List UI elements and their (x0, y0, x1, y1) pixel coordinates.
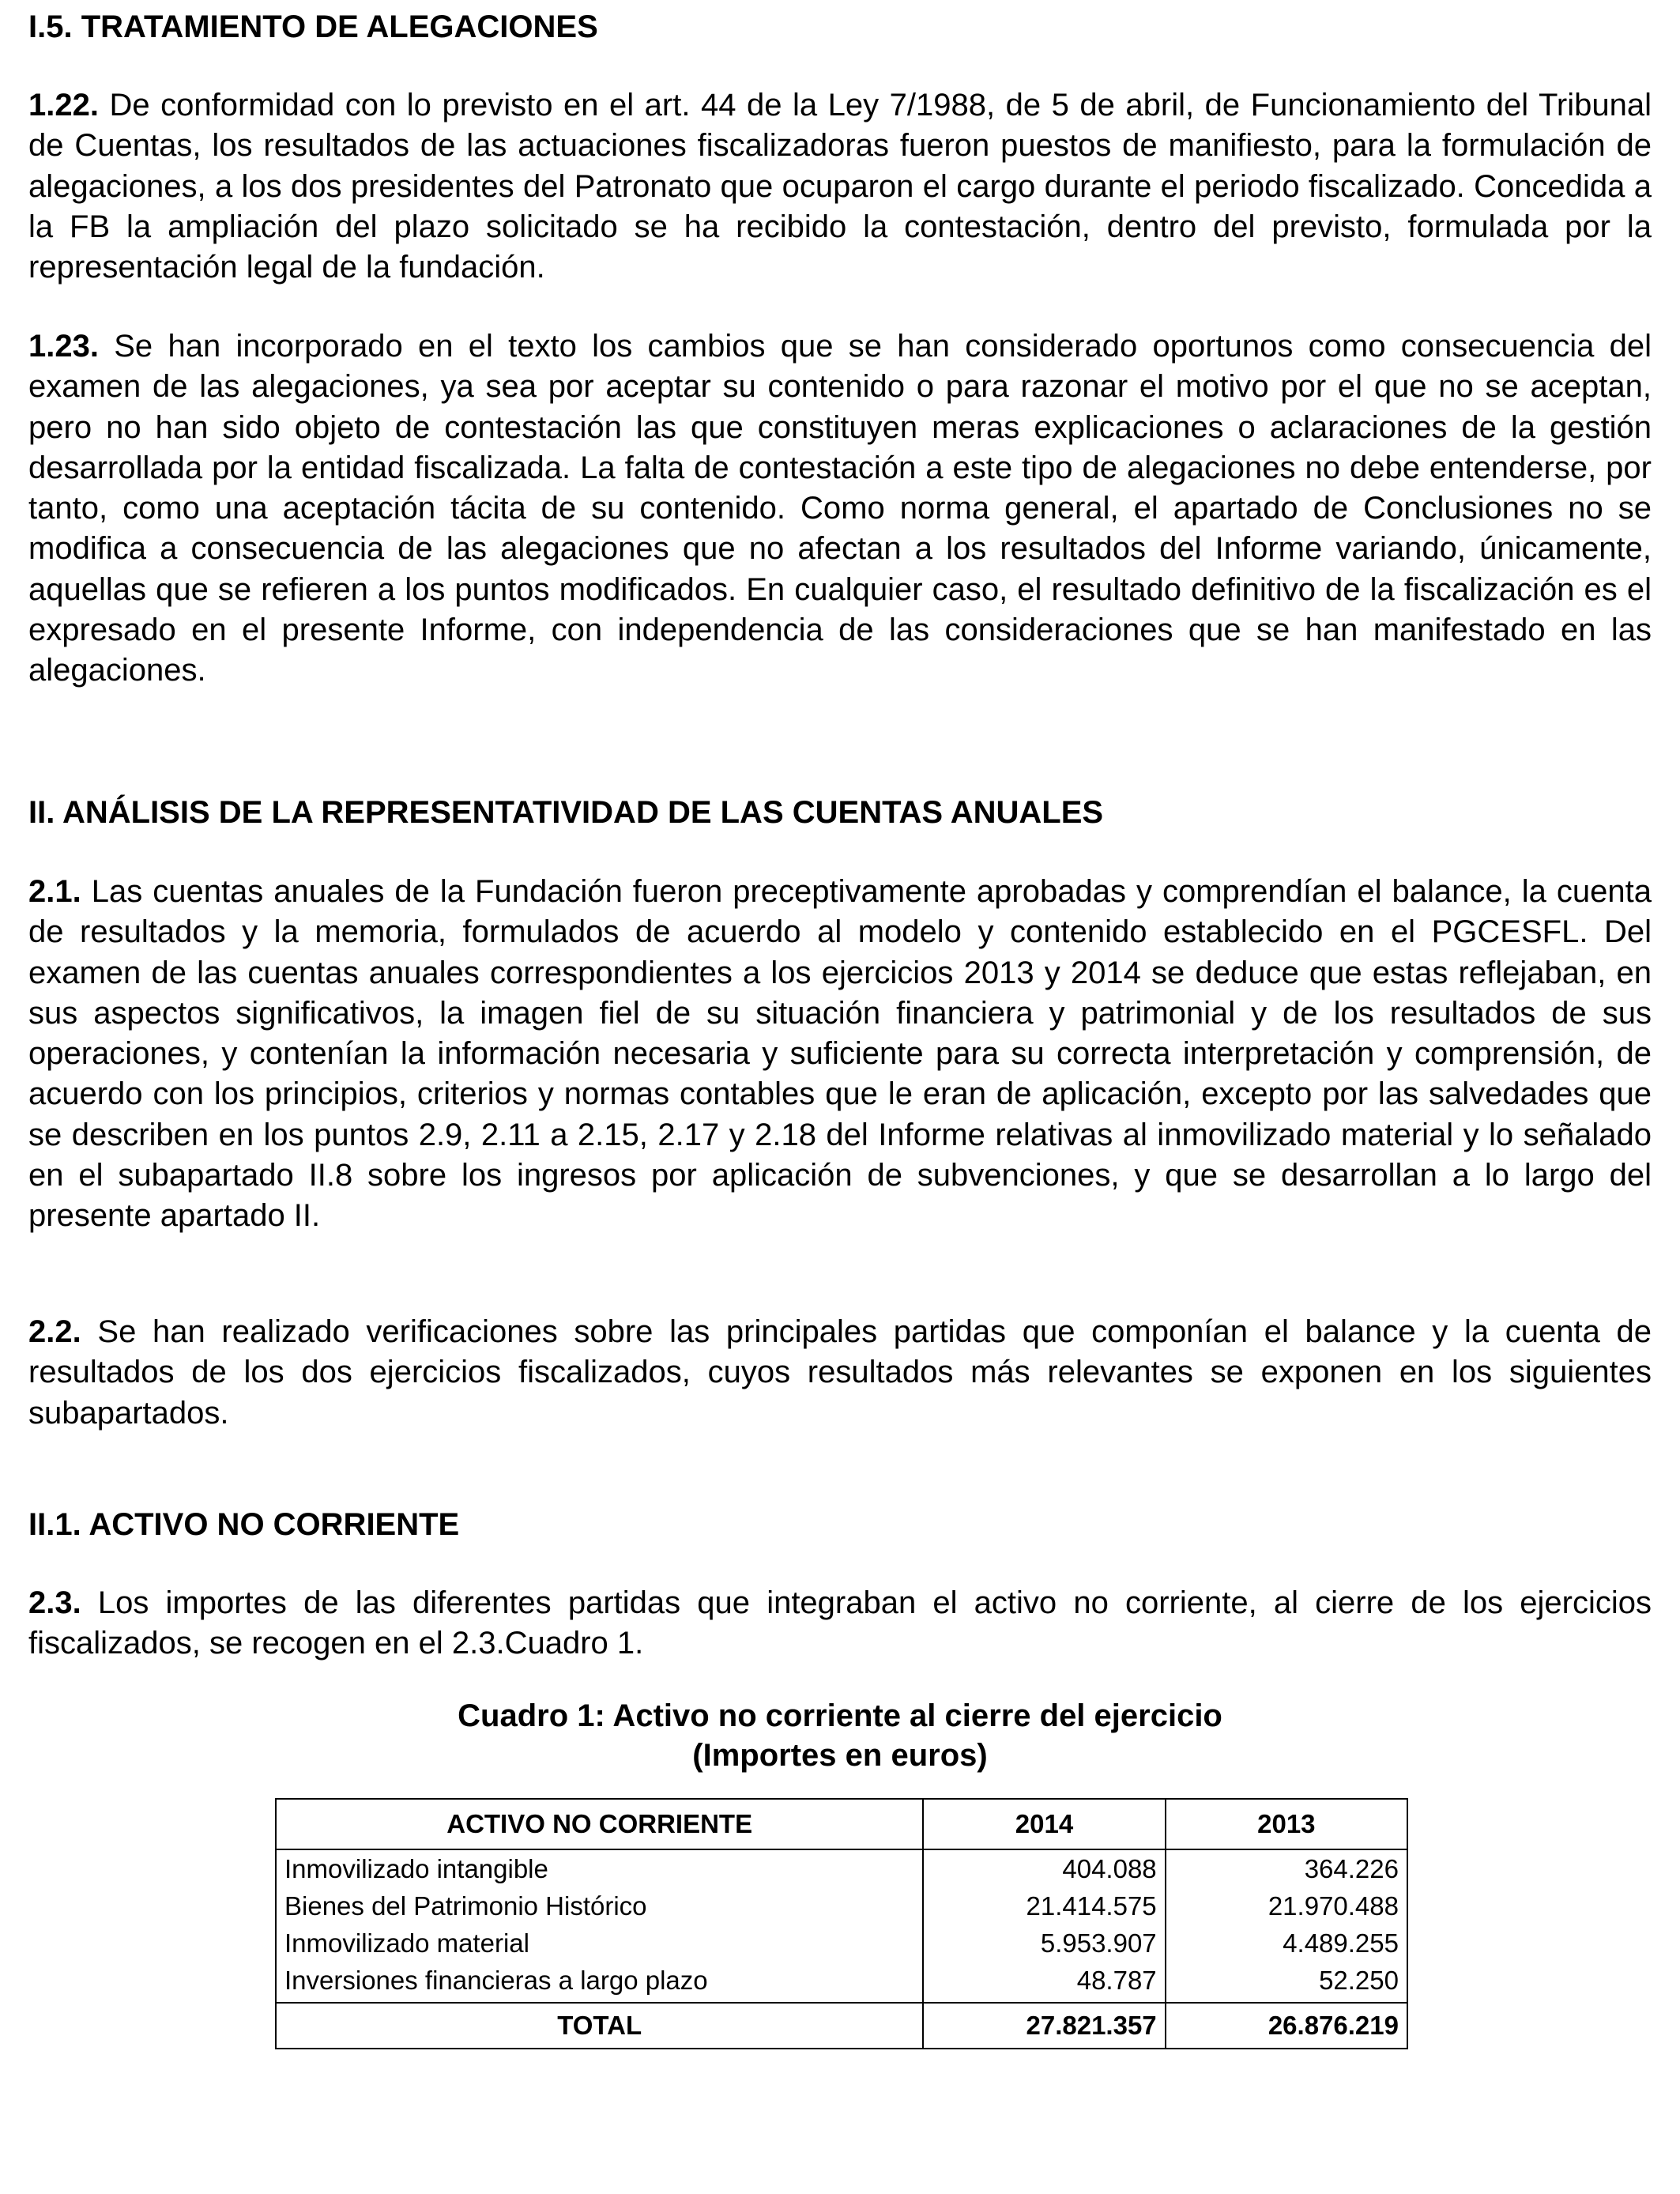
paragraph-text: Se han realizado verificaciones sobre las principales partidas que componían el balance y la cuenta de resultados de los dos ejercicios fiscalizados, cuyos resultados más relevantes se exponen en los siguientes subapartados. (28, 1314, 1652, 1431)
paragraph-1-22 (28, 85, 1652, 288)
table-header-row (276, 1799, 1407, 1849)
paragraph-2-2 (28, 1312, 1652, 1434)
value-2013: 4.489.255 (1166, 1924, 1407, 1962)
value-2013: 364.226 (1166, 1849, 1407, 1887)
row-label: Inmovilizado material (276, 1924, 923, 1962)
section-heading-i5: I.5. TRATAMIENTO DE ALEGACIONES (28, 9, 598, 44)
header-2014: 2014 (923, 1799, 1165, 1849)
value-2014: 5.953.907 (923, 1924, 1165, 1962)
table-title: Cuadro 1: Activo no corriente al cierre del ejercicio (458, 1698, 1222, 1733)
paragraph-number: 2.3. (28, 1585, 81, 1620)
total-2013: 26.876.219 (1166, 2003, 1407, 2049)
paragraph-number: 2.2. (28, 1314, 81, 1349)
row-label: Bienes del Patrimonio Histórico (276, 1887, 923, 1924)
paragraph-number: 1.23. (28, 329, 99, 364)
table-subtitle: (Importes en euros) (692, 1738, 988, 1773)
paragraph-number: 2.1. (28, 874, 81, 909)
value-2013: 52.250 (1166, 1962, 1407, 2003)
table-row (276, 1924, 1407, 1962)
table-caption (28, 1696, 1652, 1775)
value-2014: 404.088 (923, 1849, 1165, 1887)
row-label: Inversiones financieras a largo plazo (276, 1962, 923, 2003)
section-heading-ii-1: II.1. ACTIVO NO CORRIENTE (28, 1507, 460, 1542)
header-2013: 2013 (1166, 1799, 1407, 1849)
section-heading-ii: II. ANÁLISIS DE LA REPRESENTATIVIDAD DE LAS CUENTAS ANUALES (28, 795, 1104, 830)
value-2013: 21.970.488 (1166, 1887, 1407, 1924)
paragraph-text: Las cuentas anuales de la Fundación fueron preceptivamente aprobadas y comprendían el balance, la cuenta de resultados y la memoria, formulados de acuerdo al modelo y contenido establecido en el PGCESFL. Del examen de las cuentas anuales correspondientes a los ejercicios 2013 y 2014 se deduce que estas reflejaban, en sus aspectos significativos, la imagen fiel de su situación financiera y patrimonial y de los resultados de sus operaciones, y contenían la información necesaria y suficiente para su correcta interpretación y comprensión, de acuerdo con los principios, criterios y normas contables que le eran de aplicación, excepto por las salvedades que se describen en los puntos 2.9, 2.11 a 2.15, 2.17 y 2.18 del Informe relativas al inmovilizado material y lo señalado en el subapartado II.8 sobre los ingresos por aplicación de subvenciones, y que se desarrollan a lo largo del presente apartado II. (28, 874, 1652, 1234)
activo-no-corriente-table (275, 1798, 1408, 2049)
paragraph-number: 1.22. (28, 88, 99, 123)
paragraph-2-3 (28, 1583, 1652, 1664)
header-label: ACTIVO NO CORRIENTE (276, 1799, 923, 1849)
total-2014: 27.821.357 (923, 2003, 1165, 2049)
paragraph-text: Se han incorporado en el texto los cambios que se han considerado oportunos como consecuencia del examen de las alegaciones, ya sea por aceptar su contenido o para razonar el motivo por el que no se aceptan, pero no han sido objeto de contestación las que constituyen meras explicaciones o aclaraciones de la gestión desarrollada por la entidad fiscalizada. La falta de contestación a este tipo de alegaciones no debe entenderse, por tanto, como una aceptación tácita de su contenido. Como norma general, el apartado de Conclusiones no se modifica a consecuencia de las alegaciones que no afectan a los resultados del Informe variando, únicamente, aquellas que se refieren a los puntos modificados. En cualquier caso, el resultado definitivo de la fiscalización es el expresado en el presente Informe, con independencia de las consideraciones que se han manifestado en las alegaciones. (28, 329, 1652, 688)
total-label: TOTAL (276, 2003, 923, 2049)
row-label: Inmovilizado intangible (276, 1849, 923, 1887)
paragraph-text: Los importes de las diferentes partidas que integraban el activo no corriente, al cierre de los ejercicios fiscalizados, se recogen en el 2.3.Cuadro 1. (28, 1585, 1652, 1661)
table-row (276, 1849, 1407, 1887)
paragraph-1-23 (28, 326, 1652, 692)
table-total-row (276, 2003, 1407, 2049)
table-row (276, 1887, 1407, 1924)
table-row (276, 1962, 1407, 2003)
value-2014: 48.787 (923, 1962, 1165, 2003)
value-2014: 21.414.575 (923, 1887, 1165, 1924)
paragraph-text: De conformidad con lo previsto en el art. 44 de la Ley 7/1988, de 5 de abril, de Funcionamiento del Tribunal de Cuentas, los resultados de las actuaciones fiscalizadoras fueron puestos de manifiesto, para la formulación de alegaciones, a los dos presidentes del Patronato que ocuparon el cargo durante el periodo fiscalizado. Concedida a la FB la ampliación del plazo solicitado se ha recibido la contestación, dentro del previsto, formulada por la representación legal de la fundación. (28, 88, 1652, 285)
paragraph-2-1 (28, 872, 1652, 1237)
